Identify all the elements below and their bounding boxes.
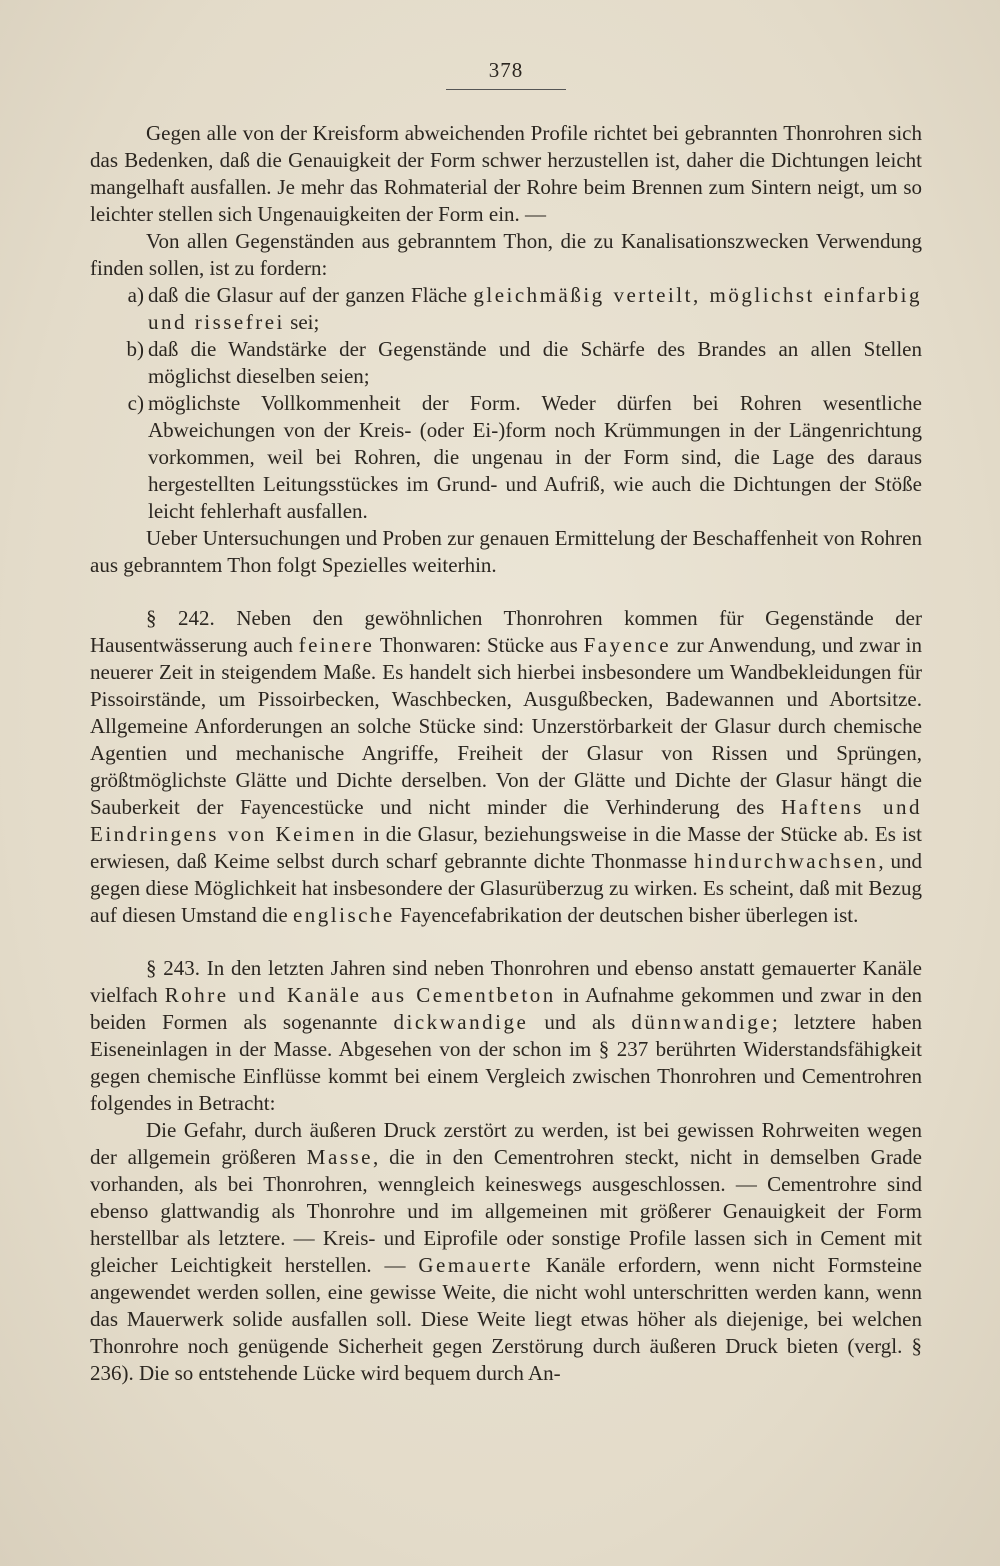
section-242 [90,605,922,929]
spaced-emphasis-text: Haftens und Eindringens von Keimen [90,795,922,846]
list-item-text [148,336,922,390]
paragraph-form-profiles: Gegen alle von der Kreisform abweichenden Profile richtet bei gebrannten Thonrohren sich das Bedenken, daß die Genauigkeit der Form schwer herzustellen ist, daher die Dichtungen leicht mangelhaft ausfallen. Je mehr das Rohmaterial der Rohre beim Brennen zum Sintern neigt, um so leichter stellen sich Ungenauigkeiten der Form ein. — [90,121,922,226]
list-item [90,390,922,525]
text-segment: zur Anwendung, und zwar in neuerer Zeit in steigendem Maße. Es handelt sich hierbei insbesondere um Wandbekleidungen für Pissoirstände, um Pissoirbecken, Waschbecken, Ausgußbecken, Badewannen und Abortsitze. Allgemeine Anforderungen an solche Stücke sind: Unzerstörbarkeit der Glasur durch chemische Agentien und mechanische Angriffe, Freiheit der Glasur von Rissen und Sprüngen, größtmöglichste Glätte und Dichte derselben. Von der Glätte und Dichte der Glasur hängt die Sauberkeit der Fayencestücke und nicht minder die Verhinderung des [90,633,922,819]
spaced-emphasis-text: Rohre und Kanäle aus Cementbeton [164,983,556,1007]
text-segment: Die Gefahr, durch äußeren Druck zerstört zu werden, ist bei gewissen Rohrweiten wegen der allgemein größeren [90,1118,922,1169]
page-number: 378 [446,58,566,90]
spaced-emphasis-text: gleichmäßig verteilt, möglichst einfarbig und rissefrei [148,283,923,334]
text-segment: daß die Glasur auf der ganzen Fläche [148,283,474,307]
list-item [90,336,922,390]
list-item-label: a) [127,283,144,307]
text-segment: , die in den Cementrohren steckt, nicht in demselben Grade vorhanden, als bei Thonrohren, wenngleich keineswegs ausgeschlossen. — Cementrohre sind ebenso glattwandig als Thonrohre und im allgemeinen mit größerer Genauigkeit der Form herstellbar als letztere. — Kreis- und Eiprofile oder sonstige Profile lassen sich in Cement mit gleicher Leichtigkeit herstellen. — [90,1145,922,1277]
list-item-text [148,282,922,336]
text-segment: § 242. Neben den gewöhnlichen Thonrohren kommen für Gegenstände der Hausentwässerung auch [90,606,922,657]
paragraph-investigations: Ueber Untersuchungen und Proben zur genauen Ermittelung der Beschaffenheit von Rohren aus gebranntem Thon folgt Spezielles weiterhin. [90,526,922,577]
list-item-text [148,390,922,525]
spaced-emphasis-text: Gemauerte [418,1253,533,1277]
text-segment: sei; [284,310,320,334]
text-segment: und als [528,1010,632,1034]
requirements-list [90,282,922,525]
text-segment: daß die Wandstärke der Gegenstände und die Schärfe des Brandes an allen Stellen möglichst dieselben seien; [148,337,922,388]
text-segment: § 243. In den letzten Jahren sind neben Thonrohren und ebenso anstatt gemauerter Kanäle vielfach [90,956,922,1007]
text-segment: Kanäle erfordern, wenn nicht Formsteine angewendet werden sollen, eine gewisse Weite, die nicht wohl unterschritten werden kann, wenn das Mauerwerk solide ausfallen soll. Diese Weite liegt etwas höher als diejenige, bei welchen Thonrohre noch genügende Sicherheit gegen Zerstörung durch äußeren Druck bieten (vergl. § 236). Die so entstehende Lücke wird bequem durch An- [90,1253,923,1385]
spaced-emphasis-text: englische [292,903,395,927]
spaced-emphasis-text: Masse [306,1145,373,1169]
text-segment: möglichste Vollkommenheit der Form. Weder dürfen bei Rohren wesentliche Abweichungen von der Kreis- (oder Ei-)form noch Krümmungen in der Längenrichtung vorkommen, weil bei Rohren, die ungenau in der Form sind, die Lage des daraus hergestellten Leitungsstückes im Grund- und Aufriß, wie auch die Dichtungen der Stöße leicht fehlerhaft ausfallen. [148,391,922,523]
paragraph-requirements-intro: Von allen Gegenständen aus gebranntem Thon, die zu Kanalisationszwecken Verwendung finden sollen, ist zu fordern: [90,229,922,280]
text-segment: ; letztere haben Eiseneinlagen in der Masse. Abgesehen von der schon im § 237 berührten Widerstandsfähigkeit gegen chemische Einflüsse kommt bei einem Vergleich zwischen Thonrohren und Cementrohren folgendes in Betracht: [90,1010,922,1115]
page-body [90,120,922,1387]
list-item-label: c) [127,391,144,415]
list-item-label: b) [126,337,144,361]
text-segment: Fayencefabrikation der deutschen bisher überlegen ist. [394,903,859,927]
spaced-emphasis-text: feinere [298,633,375,657]
text-segment: Thonwaren: Stücke aus [374,633,584,657]
spaced-emphasis-text: dünnwandige [631,1010,773,1034]
paragraph-pressure-danger [90,1117,922,1387]
list-item [90,282,922,336]
text-segment: in die Glasur, beziehungsweise in die Masse der Stücke ab. Es ist erwiesen, daß Keime selbst durch scharf gebrannte dichte Thonmasse [90,822,922,873]
section-243 [90,955,922,1117]
text-segment: in Aufnahme gekommen und zwar in den beiden Formen als sogenannte [90,983,923,1034]
spaced-emphasis-text: Fayence [583,633,672,657]
spaced-emphasis-text: dickwandige [393,1010,529,1034]
text-segment: , und gegen diese Möglichkeit hat insbesondere der Glasurüberzug zu wirken. Es scheint, daß mit Bezug auf diesen Umstand die [90,849,923,927]
spaced-emphasis-text: hindurchwachsen [693,849,879,873]
